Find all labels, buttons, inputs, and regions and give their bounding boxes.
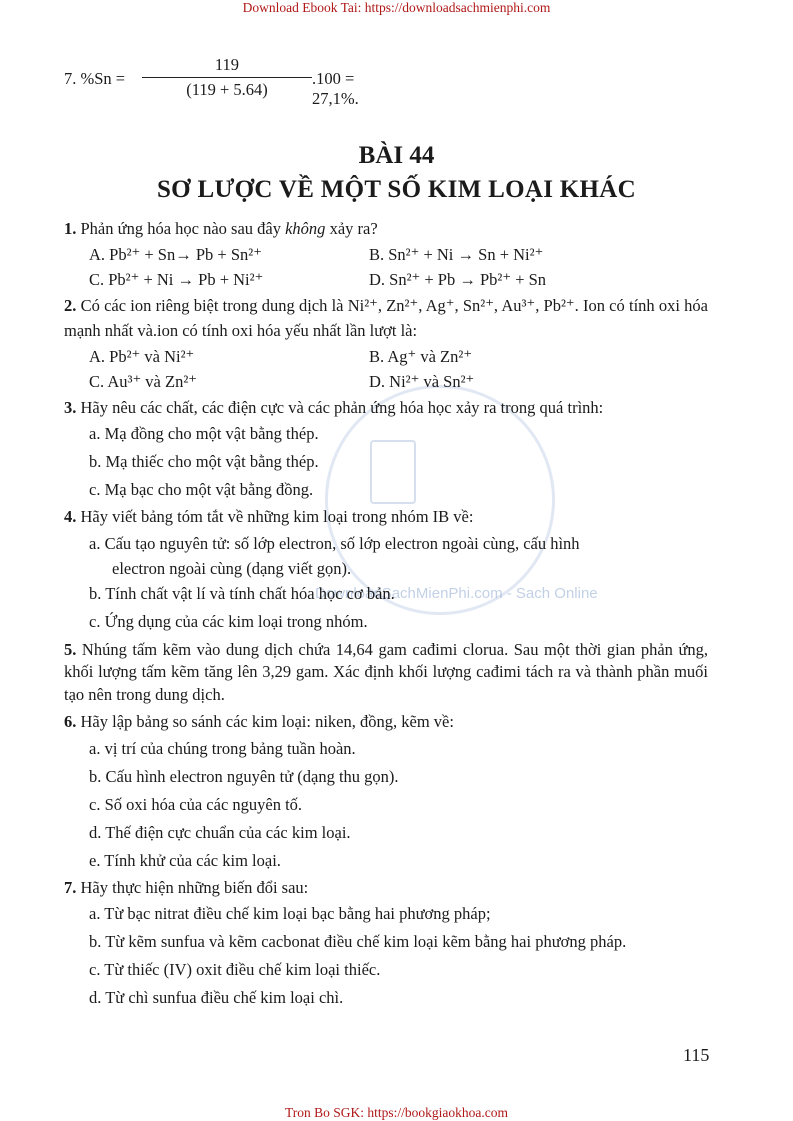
question-6-item-c: c. Số oxi hóa của các nguyên tố. bbox=[89, 794, 303, 814]
question-text: Hãy thực hiện những biến đổi sau: bbox=[80, 877, 309, 897]
question-6-item-d: d. Thế điện cực chuẩn của các kim loại. bbox=[89, 822, 351, 842]
question-1-options bbox=[64, 242, 708, 293]
question-7-item-d: d. Từ chì sunfua điều chế kim loại chì. bbox=[89, 988, 344, 1007]
question-number: 7. bbox=[64, 877, 77, 897]
formula-rhs: .100 = 27,1%. bbox=[312, 69, 359, 108]
question-4-item-a: a. Cấu tạo nguyên tử: số lớp electron, số lớp electron ngoài cùng, cấu hình bbox=[89, 533, 580, 553]
option-a: A. Pb²⁺ + Sn→ Pb + Sn²⁺ bbox=[89, 244, 262, 264]
exercise-list bbox=[64, 216, 708, 1012]
question-5 bbox=[64, 639, 708, 707]
question-text: Hãy viết bảng tóm tắt về những kim loại trong nhóm IB về: bbox=[80, 507, 474, 526]
question-number: 1. bbox=[64, 219, 77, 238]
question-text: Phản ứng hóa học nào sau đây bbox=[80, 219, 281, 238]
option-d: D. Sn²⁺ + Pb → Pb²⁺ + Sn bbox=[369, 270, 547, 289]
question-4-item-a-continued: electron ngoài cùng (dạng viết gọn). bbox=[112, 558, 352, 578]
question-6-item-a: a. vị trí của chúng trong bảng tuần hoàn. bbox=[89, 738, 356, 758]
formula-numerator: 119 bbox=[214, 55, 240, 74]
formula-lhs: 7. %Sn = bbox=[64, 69, 126, 88]
question-1 bbox=[64, 216, 708, 242]
watermark-text: DownloadSachMienPhi.com - Sach Online bbox=[315, 585, 598, 602]
question-4-item-c: c. Ứng dụng của các kim loại trong nhóm. bbox=[89, 611, 368, 631]
question-text: Có các ion riêng biệt trong dung dịch là Ni²⁺, Zn²⁺, Ag⁺, Sn²⁺, Au³⁺, Pb²⁺. Ion có tính oxi hóa mạnh nhất và.ion có tính oxi hóa yếu nhất lần lượt là: bbox=[64, 295, 708, 340]
question-number: 3. bbox=[64, 397, 77, 417]
question-number: 5. bbox=[64, 639, 77, 659]
question-6-item-e: e. Tính khử của các kim loại. bbox=[89, 850, 281, 870]
question-2-options bbox=[64, 344, 708, 395]
formula-denominator: (119 + 5.64) bbox=[186, 80, 268, 99]
question-6 bbox=[64, 709, 708, 735]
option-b: B. Sn²⁺ + Ni → Sn + Ni²⁺ bbox=[369, 244, 544, 264]
question-emphasis: không bbox=[285, 219, 326, 238]
option-c: C. Pb²⁺ + Ni → Pb + Ni²⁺ bbox=[89, 270, 264, 289]
page-number: 115 bbox=[683, 1045, 710, 1065]
question-number: 6. bbox=[64, 712, 77, 731]
question-text: Hãy nêu các chất, các điện cực và các phản ứng hóa học xảy ra trong quá trình: bbox=[80, 397, 604, 417]
question-3-item-c: c. Mạ bạc cho một vật bằng đồng. bbox=[89, 480, 314, 499]
question-text-end: xảy ra? bbox=[329, 219, 378, 238]
lesson-heading bbox=[0, 140, 793, 208]
question-7-item-b: b. Từ kẽm sunfua và kẽm cacbonat điều chế kim loại kẽm bằng hai phương pháp. bbox=[89, 932, 627, 951]
question-3-item-a: a. Mạ đồng cho một vật bằng thép. bbox=[89, 424, 319, 443]
formula-fraction bbox=[142, 55, 312, 100]
option-b: B. Ag⁺ và Zn²⁺ bbox=[369, 346, 473, 366]
option-d: D. Ni²⁺ và Sn²⁺ bbox=[369, 372, 475, 391]
question-7 bbox=[64, 875, 708, 901]
download-link[interactable]: Download Ebook Tai: https://downloadsachmienphi.com bbox=[242, 0, 551, 15]
question-6-item-b: b. Cấu hình electron nguyên tử (dạng thu gọn). bbox=[89, 766, 399, 786]
question-3-item-b: b. Mạ thiếc cho một vật bằng thép. bbox=[89, 452, 319, 471]
sgk-link[interactable]: Tron Bo SGK: https://bookgiaokhoa.com bbox=[284, 1105, 508, 1120]
tin-percentage-formula bbox=[64, 55, 394, 108]
question-number: 2. bbox=[64, 295, 77, 315]
option-c: C. Au³⁺ và Zn²⁺ bbox=[89, 372, 197, 391]
question-4 bbox=[64, 504, 708, 530]
question-2 bbox=[64, 293, 708, 344]
lesson-title: SƠ LƯỢC VỀ MỘT SỐ KIM LOẠI KHÁC bbox=[156, 176, 637, 203]
question-number: 4. bbox=[64, 507, 77, 526]
question-3 bbox=[64, 395, 708, 421]
option-a: A. Pb²⁺ và Ni²⁺ bbox=[89, 346, 195, 366]
question-text: Nhúng tấm kẽm vào dung dịch chứa 14,64 gam cađimi clorua. Sau một thời gian phản ứng, khối lượng tấm kẽm tăng lên 3,29 gam. Xác định khối lượng cađimi tách ra và thành phần muối tạo nên trong dung dịch. bbox=[64, 639, 709, 704]
question-text: Hãy lập bảng so sánh các kim loại: niken, đồng, kẽm về: bbox=[80, 712, 454, 731]
question-4-item-b: b. Tính chất vật lí và tính chất hóa học cơ bản. bbox=[89, 583, 395, 603]
lesson-number: BÀI 44 bbox=[358, 142, 435, 169]
question-7-item-c: c. Từ thiếc (IV) oxit điều chế kim loại thiếc. bbox=[89, 960, 381, 979]
fraction-bar bbox=[142, 77, 312, 78]
question-7-item-a: a. Từ bạc nitrat điều chế kim loại bạc bằng hai phương pháp; bbox=[89, 904, 491, 923]
